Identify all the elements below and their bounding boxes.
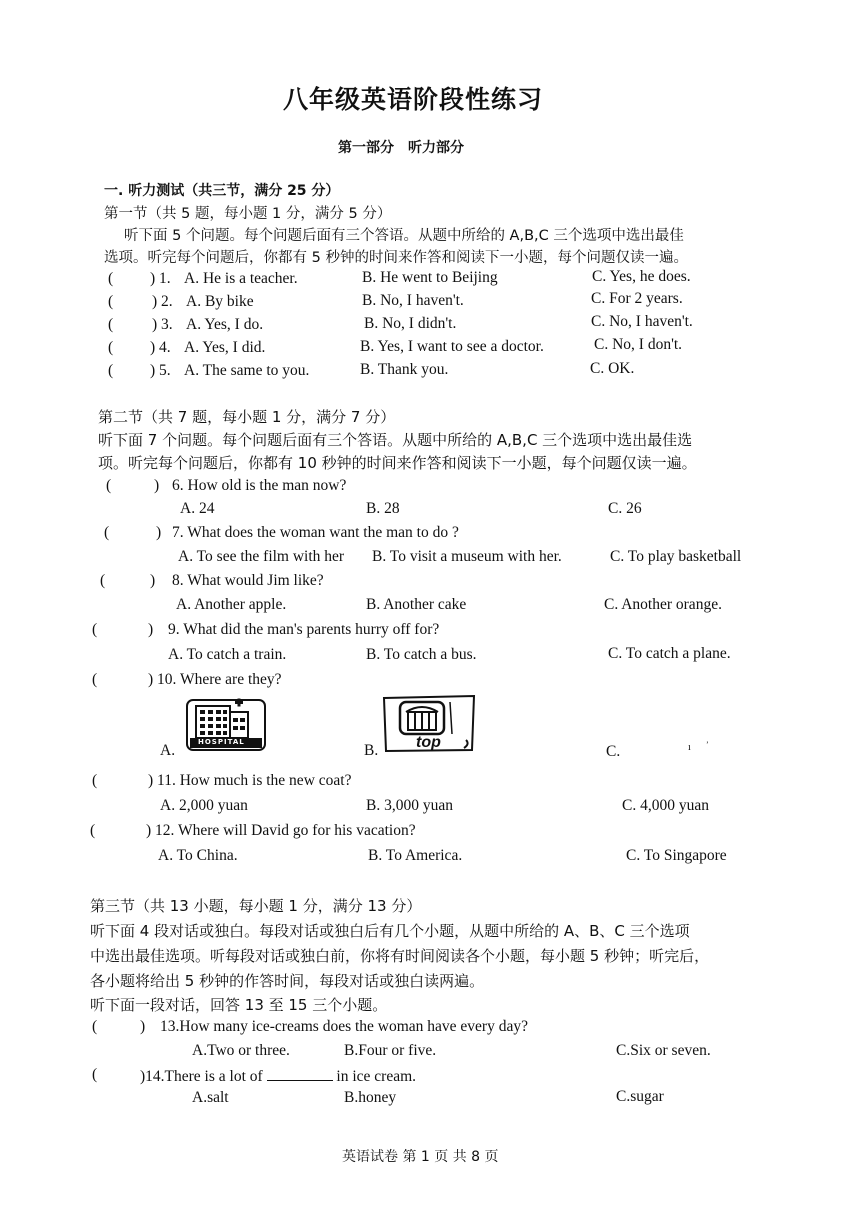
option-b: B. To America.	[368, 847, 463, 864]
question-text-before: )14.There is a lot of	[140, 1068, 263, 1085]
page-title: 八年级英语阶段性练习	[283, 85, 544, 114]
shop-sign-text: top	[416, 734, 441, 751]
option-c: C. For 2 years.	[591, 290, 683, 307]
option-c: C. Another orange.	[604, 596, 722, 613]
option-b: B. To visit a museum with her.	[372, 548, 562, 565]
answer-paren[interactable]: (	[92, 621, 98, 638]
question-number: ) 3.	[152, 316, 173, 333]
option-a-label: A.	[160, 742, 176, 759]
option-b: B. 28	[366, 500, 400, 517]
option-a: A. To catch a train.	[168, 646, 287, 663]
option-c: C. To catch a plane.	[608, 645, 731, 662]
part-heading: 第一部分 听力部分	[338, 140, 464, 156]
option-b: B. Another cake	[366, 596, 467, 613]
answer-paren[interactable]: (	[90, 822, 96, 839]
option-c: C. 26	[608, 500, 642, 517]
option-b: B. Thank you.	[360, 361, 449, 378]
faint-mark: ı	[688, 742, 691, 753]
option-c: C.Six or seven.	[616, 1042, 711, 1059]
option-c: C. To play basketball	[610, 548, 742, 565]
option-b: B.honey	[344, 1089, 397, 1106]
answer-paren[interactable]: (	[106, 477, 112, 494]
answer-paren[interactable]: (	[108, 316, 114, 333]
page-footer: 英语试卷 第 1 页 共 8 页	[342, 1149, 499, 1165]
option-b: B. Yes, I want to see a doctor.	[360, 338, 544, 355]
shop-picture	[382, 694, 476, 754]
answer-paren[interactable]: (	[92, 1066, 98, 1083]
question-text-after: in ice cream.	[336, 1068, 417, 1085]
answer-paren[interactable]: (	[92, 1018, 98, 1035]
section1-subheading: 第一节（共 5 题，每小题 1 分，满分 5 分）	[104, 206, 392, 222]
option-c: C.sugar	[616, 1088, 664, 1105]
option-c: C. 4,000 yuan	[622, 797, 709, 814]
question-number: ) 2.	[152, 293, 173, 310]
section2-instruction-line1: 听下面 7 个问题。每个问题后面有三个答语。从题中所给的 A,B,C 三个选项中选出最佳选	[98, 431, 693, 449]
question-text: 8. What would Jim like?	[172, 572, 324, 589]
option-a: A. Another apple.	[176, 596, 287, 613]
option-c: C. OK.	[590, 360, 635, 377]
listening-section-heading: 一. 听力测试（共三节，满分 25 分）	[104, 183, 340, 199]
answer-paren[interactable]: (	[104, 524, 110, 541]
option-b: B.Four or five.	[344, 1042, 437, 1059]
question-text	[140, 1066, 416, 1086]
option-a: A. Yes, I do.	[186, 316, 264, 333]
answer-paren-close: )	[156, 524, 162, 541]
section3-instruction-line2: 中选出最佳选项。听每段对话或独白前，你将有时间阅读各个小题，每小题 5 秒钟；听完后，	[90, 947, 710, 965]
option-c: C. No, I haven't.	[591, 313, 693, 330]
answer-paren-close: )	[140, 1018, 146, 1035]
question-text: ) 10. Where are they?	[148, 671, 282, 688]
question-number: ) 4.	[150, 339, 171, 356]
option-a: A. To China.	[158, 847, 238, 864]
option-a: A. 2,000 yuan	[160, 797, 248, 814]
option-c-label: C.	[606, 743, 621, 760]
section1-instruction-line2: 选项。听完每个问题后，你都有 5 秒钟的时间来作答和阅读下一小题，每个问题仅读一遍。	[104, 250, 688, 266]
option-a: A. Yes, I did.	[184, 339, 266, 356]
section2-subheading: 第二节（共 7 题，每小题 1 分，满分 7 分）	[98, 408, 396, 426]
question-text: ) 12. Where will David go for his vacation?	[146, 822, 416, 839]
answer-paren-close: )	[148, 621, 154, 638]
question-text: 6. How old is the man now?	[172, 477, 347, 494]
question-number: ) 1.	[150, 270, 171, 287]
section3-instruction-line3: 各小题将给出 5 秒钟的作答时间，每段对话或独白读两遍。	[90, 972, 485, 990]
answer-paren[interactable]: (	[108, 339, 114, 356]
answer-paren[interactable]: (	[92, 772, 98, 789]
answer-paren[interactable]: (	[92, 671, 98, 688]
option-b-label: B.	[364, 742, 379, 759]
answer-paren[interactable]: (	[108, 293, 114, 310]
question-number: ) 5.	[150, 362, 171, 379]
option-b: B. 3,000 yuan	[366, 797, 453, 814]
option-c: C. Yes, he does.	[592, 268, 691, 285]
option-c: C. To Singapore	[626, 847, 727, 864]
answer-paren[interactable]: (	[108, 362, 114, 379]
question-text: 9. What did the man's parents hurry off for?	[168, 621, 440, 638]
answer-paren[interactable]: (	[100, 572, 106, 589]
section1-instruction-line1: 听下面 5 个问题。每个问题后面有三个答语。从题中所给的 A,B,C 三个选项中选出最佳	[124, 228, 684, 244]
answer-paren-close: )	[154, 477, 160, 494]
question-text: 7. What does the woman want the man to do ?	[172, 524, 459, 541]
hospital-sign-text: HOSPITAL	[198, 738, 245, 746]
option-a: A. 24	[180, 500, 215, 517]
option-a: A.Two or three.	[192, 1042, 290, 1059]
hospital-picture	[186, 698, 266, 752]
dialogue-lead: 听下面一段对话，回答 13 至 15 三个小题。	[90, 996, 388, 1014]
question-text: 13.How many ice-creams does the woman have every day?	[160, 1018, 528, 1035]
option-b: B. To catch a bus.	[366, 646, 477, 663]
option-a: A. By bike	[186, 293, 254, 310]
answer-paren[interactable]: (	[108, 270, 114, 287]
faint-mark: ʼ	[706, 740, 709, 749]
question-text: ) 11. How much is the new coat?	[148, 772, 352, 789]
option-b: B. No, I haven't.	[362, 292, 464, 309]
option-a: A.salt	[192, 1089, 229, 1106]
option-a: A. To see the film with her	[178, 548, 345, 565]
option-b: B. No, I didn't.	[364, 315, 457, 332]
option-a: A. He is a teacher.	[184, 270, 298, 287]
option-c: C. No, I don't.	[594, 336, 683, 353]
answer-paren-close: )	[150, 572, 156, 589]
fill-blank	[267, 1066, 333, 1081]
option-b: B. He went to Beijing	[362, 269, 498, 286]
section2-instruction-line2: 项。听完每个问题后，你都有 10 秒钟的时间来作答和阅读下一小题，每个问题仅读一遍。	[98, 454, 697, 472]
section3-subheading: 第三节（共 13 小题，每小题 1 分，满分 13 分）	[90, 897, 422, 915]
section3-instruction-line1: 听下面 4 段对话或独白。每段对话或独白后有几个小题，从题中所给的 A、B、C 三个选项	[90, 922, 690, 940]
option-a: A. The same to you.	[184, 362, 310, 379]
